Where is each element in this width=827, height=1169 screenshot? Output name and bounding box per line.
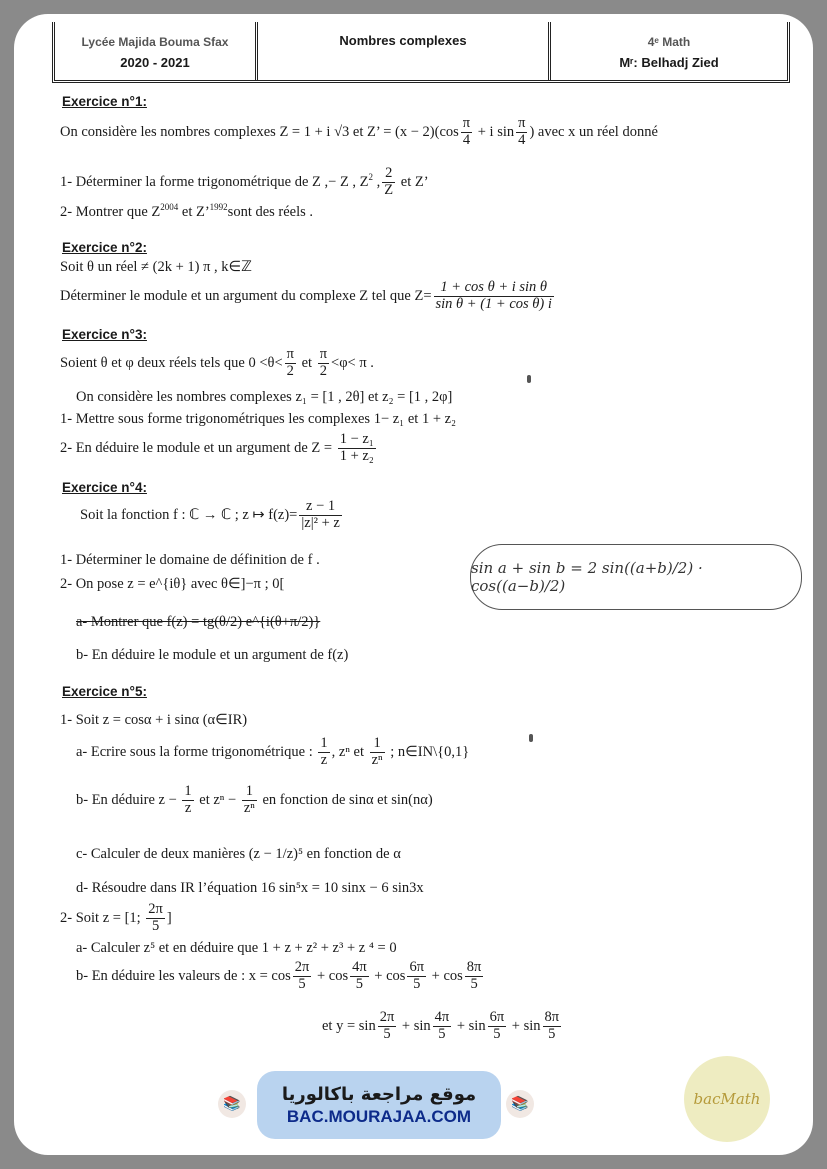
sheet-title: Nombres complexes: [339, 32, 467, 48]
ex4-title: Exercice n°4:: [62, 480, 147, 495]
school-year: 2020 - 2021: [120, 55, 190, 70]
bacmath-logo: bacMath: [684, 1056, 770, 1142]
header-table: [52, 22, 790, 83]
ex3-line-4: 2- En déduire le module et un argument de Z = $\frac{\text{1 − z₁}}{\text{1 + z₂}}$: [60, 431, 374, 464]
ex2-title: Exercice n°2:: [62, 240, 147, 255]
ex5-line-6: 2- Soit z = [1; $\frac{2\pi}{5}$ ]: [60, 901, 172, 934]
site-banner-link[interactable]: [257, 1071, 501, 1139]
ex4-line-4: a- Montrer que f(z) = tg(θ/2) e^{i(θ+π/2)}: [76, 614, 321, 630]
header-school-cell: [55, 22, 258, 80]
scan-mark: [529, 734, 533, 742]
site-url: BAC.MOURAJAA.COM: [286, 1106, 472, 1126]
teacher-name: Mʳ: Belhadj Zied: [619, 55, 719, 70]
ex5-line-5: d- Résoudre dans IR l’équation 16 sin⁵x = 10 sinx − 6 sin3x: [76, 880, 424, 896]
ex4-line-2: 1- Déterminer le domaine de définition de f .: [60, 552, 320, 568]
ex3-line-3: 1- Mettre sous forme trigonométriques les complexes 1− z₁ et 1 + z₂: [60, 411, 457, 427]
ex5-line-9: et y = sin $\frac{2\pi}{5}$ + sin $\frac{4\pi}{5}$ + sin $\frac{6\pi}{5}$ + sin $\frac{8\pi}{5}$: [322, 1009, 560, 1042]
ex2-line-1: Soit θ un réel ≠ (2k + 1) π , k∈ℤ: [60, 259, 252, 275]
ex3-title: Exercice n°3:: [62, 327, 147, 342]
handwritten-note: sin a + sin b = 2 sin((a+b)/2) · cos((a−b)/2): [470, 544, 802, 610]
book-logo-icon: 📚: [218, 1090, 246, 1118]
class-name: 4ᵉ Math: [647, 35, 691, 49]
ex4-line-1: Soit la fonction f : ℂ → ℂ ; z ↦ f(z)= $\frac{z - 1}{\text{|z|² + z}}$: [80, 498, 340, 531]
ex5-line-4: c- Calculer de deux manières (z − 1/z)⁵ en fonction de α: [76, 846, 401, 862]
ex5-line-7: a- Calculer z⁵ et en déduire que 1 + z + z² + z³ + z ⁴ = 0: [76, 940, 397, 956]
ex5-title: Exercice n°5:: [62, 684, 147, 699]
ex5-line-1: 1- Soit z = cosα + i sinα (α∈IR): [60, 712, 248, 728]
header-teacher-cell: [551, 22, 787, 80]
school-name: Lycée Majida Bouma Sfax: [81, 35, 229, 49]
ex5-line-8: b- En déduire les valeurs de : x = cos $\frac{2\pi}{5}$ + cos $\frac{4\pi}{5}$ + cos $\frac{6\pi}{5}$ + cos $\frac{8\pi}{5}$: [76, 959, 482, 992]
worksheet-page: [14, 14, 813, 1155]
ex1-title: Exercice n°1:: [62, 94, 147, 109]
ex3-line-1: Soient θ et φ deux réels tels que 0 <θ< $\frac{\pi}{2}$ et $\frac{\pi}{2}$ <φ< π .: [60, 346, 374, 379]
ex1-question-2: 2- Montrer que $Z^{2004}$ et Z’$^{1992}$sont des réels .: [60, 202, 314, 220]
ex4-line-3: 2- On pose z = e^{iθ} avec θ∈]−π ; 0[: [60, 576, 285, 592]
scan-mark: [527, 375, 531, 383]
site-name-arabic: موقع مراجعة باكالوريا: [281, 1083, 477, 1105]
book-logo-icon: 📚: [506, 1090, 534, 1118]
ex1-question-1: 1- Déterminer la forme trigonométrique de Z ,− Z , $Z^2$ , $\frac{2}{Z}$ et Z’: [60, 165, 429, 198]
header-title-cell: [258, 22, 551, 80]
ex3-line-2: On considère les nombres complexes z₁ = [1 , 2θ] et z₂ = [1 , 2φ]: [76, 389, 453, 405]
ex5-line-2: a- Ecrire sous la forme trigonométrique : $\frac{1}{z}$ , zⁿ et $\frac{1}{\text{zⁿ}}$ ; n∈IN\{0,1}: [76, 735, 470, 768]
ex5-line-3: b- En déduire z − $\frac{1}{z}$ et zⁿ − $\frac{1}{\text{zⁿ}}$ en fonction de sinα et sin(nα): [76, 783, 433, 816]
ex4-line-5: b- En déduire le module et un argument de f(z): [76, 647, 349, 663]
ex1-intro: On considère les nombres complexes Z = 1 + i √3 et Z’ = (x − 2)(cos $\frac{\pi}{4}$ + i sin $\frac{\pi}{4}$ ) avec x un réel donné: [60, 115, 658, 148]
ex2-line-2: Déterminer le module et un argument du complexe Z tel que Z= $\frac{\text{1 + cos θ + i sin θ}}{\text{sin θ + (1 + cos θ) i}}$: [60, 279, 552, 312]
